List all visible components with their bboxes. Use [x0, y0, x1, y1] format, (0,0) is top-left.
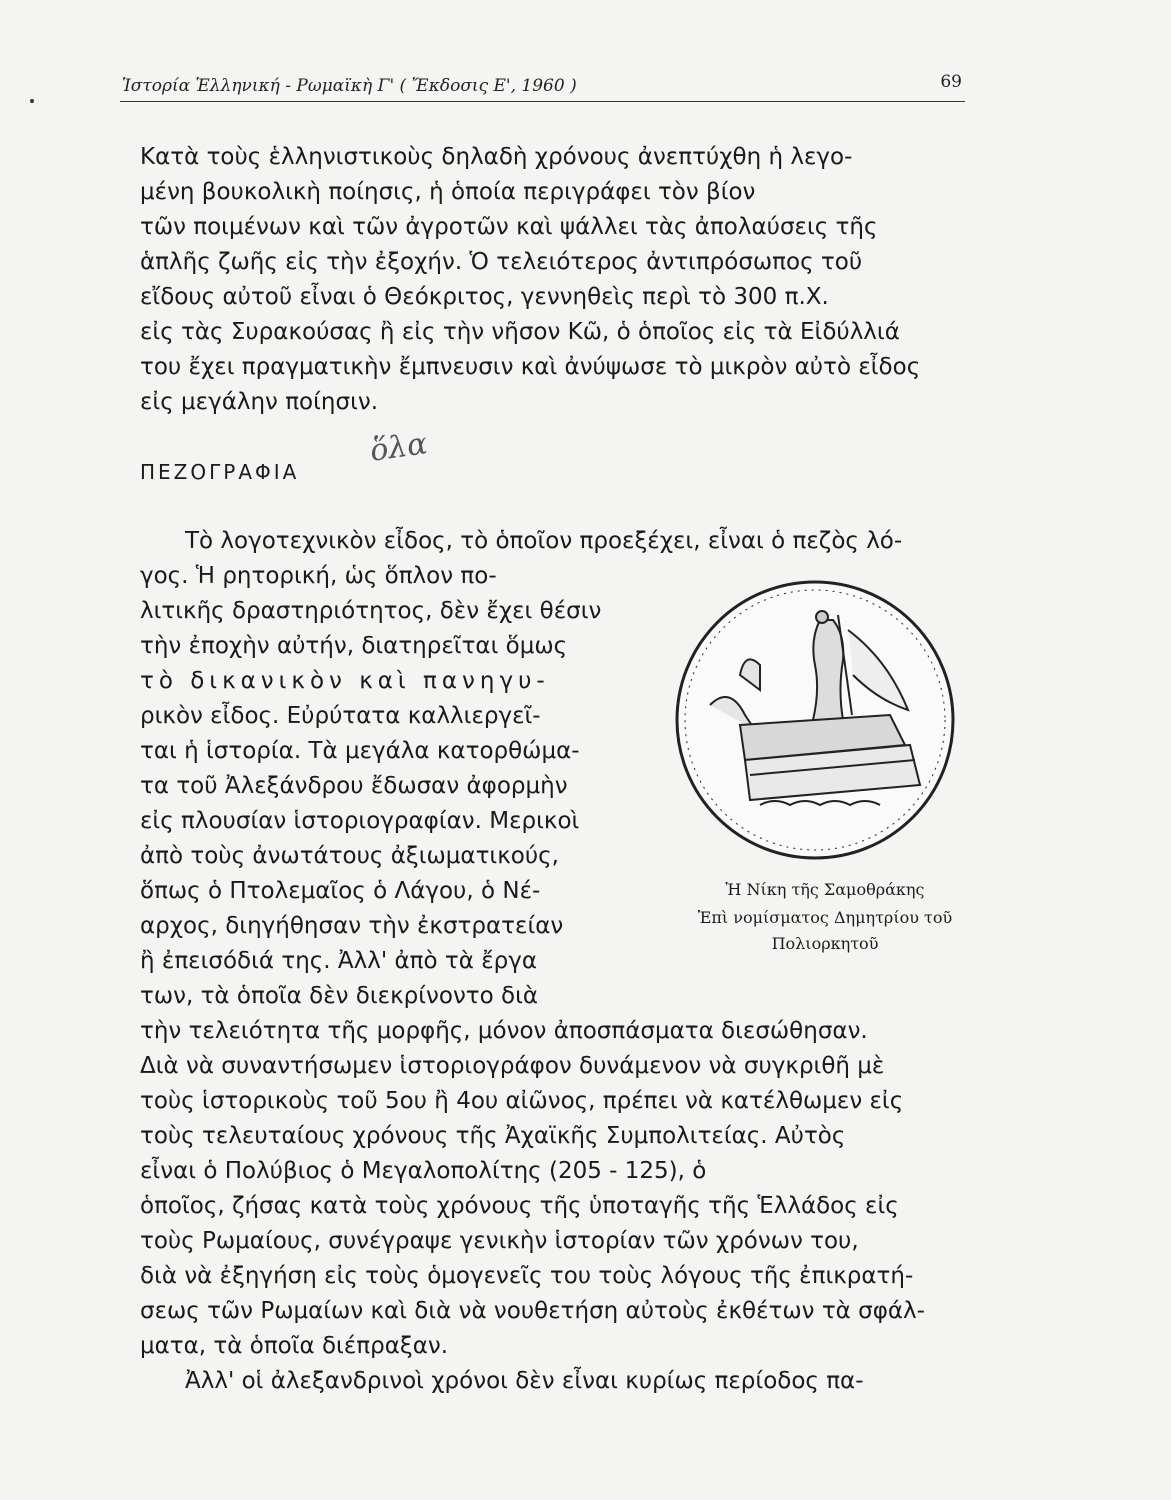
text-line: εἴδους αὐτοῦ εἶναι ὁ Θεόκριτος, γεννηθεὶς περὶ τὸ 300 π.Χ.	[140, 284, 829, 310]
text-line: Ἀλλ' οἱ ἀλεξανδρινοὶ χρόνοι δὲν εἶναι κυρίως περίοδος πα-	[185, 1368, 864, 1394]
text-line: Κατὰ τοὺς ἑλληνιστικοὺς δηλαδὴ χρόνους ἀνεπτύχθη ἡ λεγο-	[140, 144, 853, 170]
text-line: αρχος, διηγήθησαν τὴν ἐκστρατείαν	[140, 913, 564, 939]
text-line: ὅπως ὁ Πτολεμαῖος ὁ Λάγου, ὁ Νέ-	[140, 878, 541, 904]
text-line: τὴν τελειότητα τῆς μορφῆς, μόνον ἀποσπάσματα διεσώθησαν.	[140, 1018, 868, 1044]
text-line: ἢ ἐπεισόδιά της. Ἀλλ' ἀπὸ τὰ ἔργα	[140, 948, 538, 974]
text-line: ὁποῖος, ζήσας κατὰ τοὺς χρόνους τῆς ὑποταγῆς τῆς Ἑλλάδος εἰς	[140, 1193, 899, 1219]
text-line: διὰ νὰ ἐξηγήση εἰς τοὺς ὁμογενεῖς του τοὺς λόγους τῆς ἐπικρατή-	[140, 1263, 914, 1289]
text-line: του ἔχει πραγματικὴν ἔμπνευσιν καὶ ἀνύψωσε τὸ μικρὸν αὐτὸ εἶδος	[140, 354, 921, 380]
text-line: τοὺς ἱστορικοὺς τοῦ 5ου ἢ 4ου αἰῶνος, πρέπει νὰ κατέλθωμεν εἰς	[140, 1088, 904, 1114]
text-line: Διὰ νὰ συναντήσωμεν ἱστοριογράφον δυνάμενον νὰ συγκριθῆ μὲ	[140, 1053, 885, 1079]
text-line: τῶν ποιμένων καὶ τῶν ἀγροτῶν καὶ ψάλλει τὰς ἀπολαύσεις τῆς	[140, 214, 878, 240]
text-line: τὴν ἐποχὴν αὐτήν, διατηρεῖται ὅμως	[140, 633, 568, 659]
text-line: τα τοῦ Ἀλεξάνδρου ἔδωσαν ἀφορμὴν	[140, 773, 568, 799]
header-rule	[120, 101, 965, 102]
figure-caption-line: Ἡ Νίκη τῆς Σαμοθράκης	[725, 880, 925, 899]
text-line: τοὺς τελευταίους χρόνους τῆς Ἀχαϊκῆς Συμπολιτείας. Αὐτὸς	[140, 1123, 846, 1149]
text-line: Τὸ λογοτεχνικὸν εἶδος, τὸ ὁποῖον προεξέχει, εἶναι ὁ πεζὸς λό-	[185, 528, 903, 554]
text-line: εἰς πλουσίαν ἱστοριογραφίαν. Μερικοὶ	[140, 808, 580, 834]
coin-illustration	[670, 575, 960, 865]
figure-caption-line: Πολιορκητοῦ	[771, 934, 879, 953]
text-line: των, τὰ ὁποῖα δὲν διεκρίνοντο διὰ	[140, 983, 539, 1009]
text-line: ται ἡ ἱστορία. Τὰ μεγάλα κατορθώμα-	[140, 738, 580, 764]
text-line: εἰς τὰς Συρακούσας ἢ εἰς τὴν νῆσον Κῶ, ὁ ὁποῖος εἰς τὰ Εἰδύλλιά	[140, 319, 900, 345]
text-line: ἁπλῆς ζωῆς εἰς τὴν ἐξοχήν. Ὁ τελειότερος ἀντιπρόσωπος τοῦ	[140, 249, 863, 275]
header-title: Ἱστορία Ἑλληνική - Ρωμαϊκὴ Γ' ( Ἔκδοσις Ε', 1960 )	[122, 76, 577, 96]
text-line: σεως τῶν Ρωμαίων καὶ διὰ νὰ νουθετήση αὐτοὺς ἐκθέτων τὰ σφάλ-	[140, 1298, 925, 1324]
text-line: ρικὸν εἶδος. Εὐρύτατα καλλιεργεῖ-	[140, 703, 541, 729]
section-heading: ΠΕΖΟΓΡΑΦΙΑ	[140, 460, 300, 484]
text-line: γος. Ἡ ρητορική, ὡς ὅπλον πο-	[140, 563, 497, 589]
text-line: εἰς μεγάλην ποίησιν.	[140, 389, 379, 415]
text-line: ἀπὸ τοὺς ἀνωτάτους ἀξιωματικούς,	[140, 843, 559, 869]
running-header	[122, 72, 962, 100]
text-line: τὸ δικανικὸν καὶ πανηγυ-	[140, 668, 550, 694]
page-number: 69	[940, 72, 962, 92]
text-line: εἶναι ὁ Πολύβιος ὁ Μεγαλοπολίτης (205 - 125), ὁ	[140, 1158, 707, 1184]
margin-dot	[30, 99, 34, 103]
text-line: μένη βουκολικὴ ποίησις, ἡ ὁποία περιγράφει τὸν βίον	[140, 179, 756, 205]
figure-caption-line: Ἐπὶ νομίσματος Δημητρίου τοῦ	[697, 908, 953, 927]
handwritten-note: ὅλα	[367, 426, 430, 469]
text-line: τοὺς Ρωμαίους, συνέγραψε γενικὴν ἱστορίαν τῶν χρόνων του,	[140, 1228, 859, 1254]
text-line: λιτικῆς δραστηριότητος, δὲν ἔχει θέσιν	[140, 598, 602, 624]
text-line: ματα, τὰ ὁποῖα διέπραξαν.	[140, 1333, 449, 1359]
